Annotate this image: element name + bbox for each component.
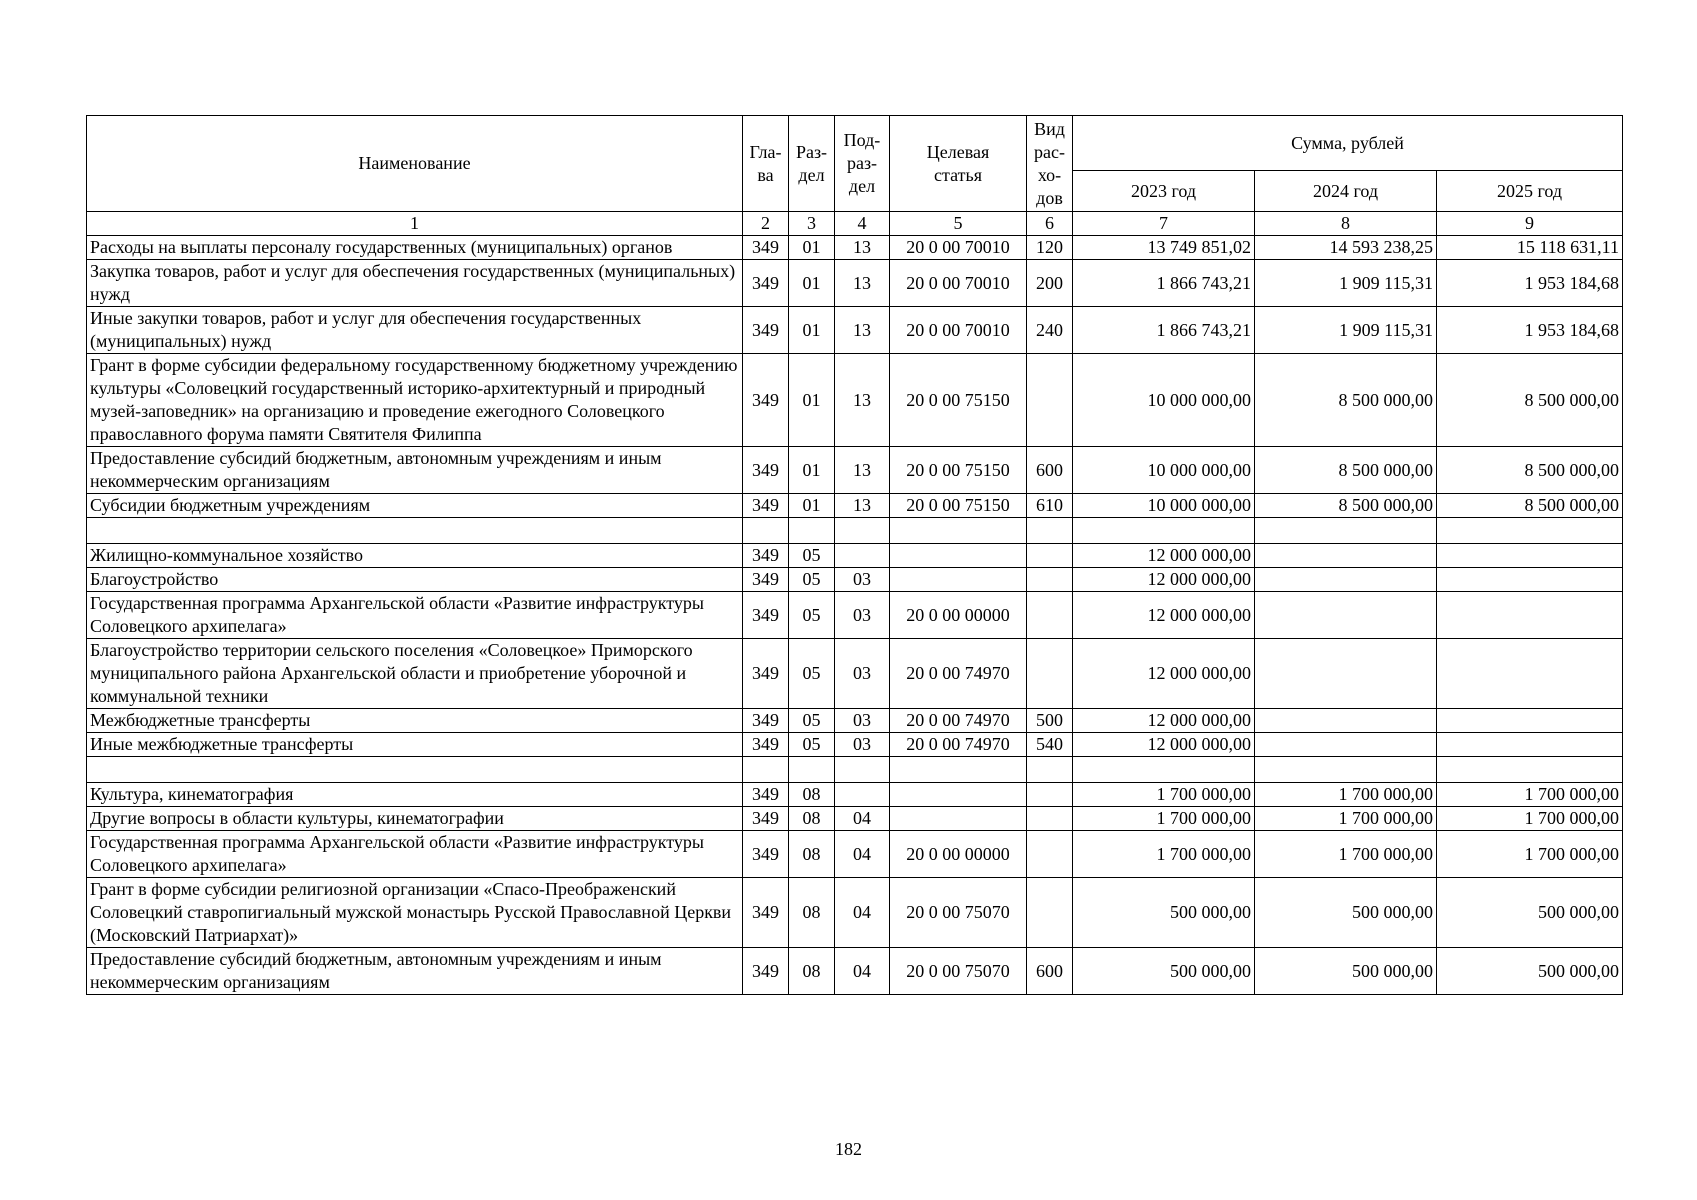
cell-razdel: 08	[789, 783, 835, 807]
cell-amount-2025: 500 000,00	[1437, 948, 1623, 995]
cell-razdel	[789, 518, 835, 544]
cell-amount-2023	[1073, 757, 1255, 783]
cell-razdel: 01	[789, 494, 835, 518]
cell-amount-2023: 10 000 000,00	[1073, 447, 1255, 494]
cell-vid	[1027, 568, 1073, 592]
header-celevaya: Целевая статья	[890, 116, 1027, 212]
column-index: 7	[1073, 212, 1255, 236]
cell-podrazdel: 13	[835, 307, 890, 354]
cell-amount-2024	[1255, 544, 1437, 568]
cell-amount-2025	[1437, 544, 1623, 568]
cell-amount-2023: 12 000 000,00	[1073, 568, 1255, 592]
cell-razdel: 08	[789, 878, 835, 948]
cell-amount-2025: 1 953 184,68	[1437, 260, 1623, 307]
table-body	[87, 236, 1623, 995]
cell-name	[87, 757, 743, 783]
cell-amount-2025: 8 500 000,00	[1437, 494, 1623, 518]
table-row	[87, 592, 1623, 639]
cell-amount-2023: 500 000,00	[1073, 948, 1255, 995]
cell-razdel: 05	[789, 639, 835, 709]
column-index: 1	[87, 212, 743, 236]
cell-amount-2025: 15 118 631,11	[1437, 236, 1623, 260]
cell-glava: 349	[743, 948, 789, 995]
cell-razdel: 01	[789, 307, 835, 354]
cell-name: Субсидии бюджетным учреждениям	[87, 494, 743, 518]
cell-glava: 349	[743, 709, 789, 733]
budget-table	[86, 115, 1623, 995]
cell-celevaya	[890, 783, 1027, 807]
cell-podrazdel	[835, 757, 890, 783]
cell-vid	[1027, 639, 1073, 709]
cell-amount-2025	[1437, 757, 1623, 783]
cell-amount-2023: 10 000 000,00	[1073, 494, 1255, 518]
cell-vid	[1027, 592, 1073, 639]
cell-vid	[1027, 518, 1073, 544]
cell-amount-2025	[1437, 733, 1623, 757]
table-row	[87, 518, 1623, 544]
cell-amount-2023: 500 000,00	[1073, 878, 1255, 948]
table-row	[87, 733, 1623, 757]
cell-razdel: 01	[789, 447, 835, 494]
cell-name: Государственная программа Архангельской области «Развитие инфраструктуры Соловецкого архипелага»	[87, 831, 743, 878]
cell-podrazdel	[835, 544, 890, 568]
column-index: 3	[789, 212, 835, 236]
cell-celevaya: 20 0 00 70010	[890, 236, 1027, 260]
cell-celevaya: 20 0 00 00000	[890, 592, 1027, 639]
cell-amount-2024: 8 500 000,00	[1255, 354, 1437, 447]
cell-podrazdel: 04	[835, 948, 890, 995]
cell-amount-2024	[1255, 757, 1437, 783]
cell-glava	[743, 757, 789, 783]
cell-vid	[1027, 544, 1073, 568]
cell-celevaya: 20 0 00 74970	[890, 709, 1027, 733]
cell-glava: 349	[743, 592, 789, 639]
cell-glava: 349	[743, 568, 789, 592]
cell-razdel: 01	[789, 260, 835, 307]
cell-amount-2023: 10 000 000,00	[1073, 354, 1255, 447]
cell-amount-2024: 1 909 115,31	[1255, 260, 1437, 307]
cell-amount-2024: 14 593 238,25	[1255, 236, 1437, 260]
table-row	[87, 236, 1623, 260]
cell-amount-2024	[1255, 709, 1437, 733]
cell-amount-2024: 8 500 000,00	[1255, 494, 1437, 518]
header-row-top	[87, 116, 1623, 171]
cell-podrazdel: 03	[835, 639, 890, 709]
page-number: 182	[835, 1139, 862, 1159]
header-year-2024: 2024 год	[1255, 171, 1437, 212]
cell-vid: 600	[1027, 447, 1073, 494]
cell-vid	[1027, 807, 1073, 831]
cell-razdel: 08	[789, 831, 835, 878]
cell-podrazdel: 04	[835, 831, 890, 878]
cell-podrazdel: 04	[835, 878, 890, 948]
cell-amount-2023	[1073, 518, 1255, 544]
cell-glava: 349	[743, 236, 789, 260]
cell-glava: 349	[743, 307, 789, 354]
cell-amount-2024	[1255, 592, 1437, 639]
cell-podrazdel: 13	[835, 260, 890, 307]
cell-amount-2025	[1437, 518, 1623, 544]
cell-razdel: 05	[789, 592, 835, 639]
table-row	[87, 494, 1623, 518]
table-row	[87, 948, 1623, 995]
table-row	[87, 354, 1623, 447]
cell-vid: 540	[1027, 733, 1073, 757]
cell-amount-2025	[1437, 639, 1623, 709]
cell-podrazdel	[835, 783, 890, 807]
column-index-row	[87, 212, 1623, 236]
cell-vid: 240	[1027, 307, 1073, 354]
cell-razdel: 05	[789, 733, 835, 757]
header-name: Наименование	[87, 116, 743, 212]
cell-name: Грант в форме субсидии федеральному государственному бюджетному учреждению культуры «Соловецкий государственный историко-архитектурный и природный музей-заповедник» на организацию и проведение ежегодного Соловецкого православного форума памяти Святителя Филиппа	[87, 354, 743, 447]
cell-amount-2025	[1437, 568, 1623, 592]
header-podrazdel: Под- раз- дел	[835, 116, 890, 212]
cell-amount-2024: 8 500 000,00	[1255, 447, 1437, 494]
cell-amount-2024	[1255, 733, 1437, 757]
column-index: 8	[1255, 212, 1437, 236]
cell-amount-2023: 12 000 000,00	[1073, 544, 1255, 568]
cell-amount-2025: 8 500 000,00	[1437, 354, 1623, 447]
cell-celevaya: 20 0 00 75150	[890, 354, 1027, 447]
cell-celevaya: 20 0 00 75070	[890, 948, 1027, 995]
cell-name: Иные межбюджетные трансферты	[87, 733, 743, 757]
cell-podrazdel: 03	[835, 709, 890, 733]
cell-amount-2024: 1 909 115,31	[1255, 307, 1437, 354]
cell-name: Предоставление субсидий бюджетным, автономным учреждениям и иным некоммерческим организациям	[87, 948, 743, 995]
cell-amount-2023: 1 866 743,21	[1073, 260, 1255, 307]
cell-celevaya	[890, 544, 1027, 568]
table-row	[87, 831, 1623, 878]
cell-name: Благоустройство	[87, 568, 743, 592]
cell-name: Жилищно-коммунальное хозяйство	[87, 544, 743, 568]
cell-amount-2025: 500 000,00	[1437, 878, 1623, 948]
cell-name: Государственная программа Архангельской области «Развитие инфраструктуры Соловецкого архипелага»	[87, 592, 743, 639]
cell-celevaya	[890, 757, 1027, 783]
cell-amount-2023: 12 000 000,00	[1073, 709, 1255, 733]
cell-amount-2025: 1 700 000,00	[1437, 831, 1623, 878]
cell-glava: 349	[743, 733, 789, 757]
table-row	[87, 709, 1623, 733]
table-row	[87, 544, 1623, 568]
cell-razdel: 01	[789, 354, 835, 447]
cell-celevaya: 20 0 00 70010	[890, 260, 1027, 307]
header-glava: Гла- ва	[743, 116, 789, 212]
cell-vid: 610	[1027, 494, 1073, 518]
cell-name: Иные закупки товаров, работ и услуг для обеспечения государственных (муниципальных) нужд	[87, 307, 743, 354]
cell-amount-2025: 1 700 000,00	[1437, 783, 1623, 807]
header-year-2023: 2023 год	[1073, 171, 1255, 212]
cell-podrazdel: 13	[835, 354, 890, 447]
table-row	[87, 447, 1623, 494]
cell-glava: 349	[743, 260, 789, 307]
cell-celevaya: 20 0 00 75150	[890, 494, 1027, 518]
cell-razdel	[789, 757, 835, 783]
cell-amount-2024: 500 000,00	[1255, 878, 1437, 948]
cell-razdel: 05	[789, 709, 835, 733]
cell-razdel: 05	[789, 544, 835, 568]
cell-vid	[1027, 354, 1073, 447]
cell-vid: 120	[1027, 236, 1073, 260]
cell-name: Благоустройство территории сельского поселения «Соловецкое» Приморского муниципального района Архангельской области и приобретение уборочной и коммунальной техники	[87, 639, 743, 709]
cell-amount-2023: 12 000 000,00	[1073, 592, 1255, 639]
cell-amount-2024: 1 700 000,00	[1255, 783, 1437, 807]
cell-razdel: 08	[789, 948, 835, 995]
cell-celevaya: 20 0 00 00000	[890, 831, 1027, 878]
cell-glava: 349	[743, 639, 789, 709]
column-index: 4	[835, 212, 890, 236]
cell-razdel: 08	[789, 807, 835, 831]
column-index: 2	[743, 212, 789, 236]
cell-glava: 349	[743, 447, 789, 494]
table-row	[87, 757, 1623, 783]
cell-name: Расходы на выплаты персоналу государственных (муниципальных) органов	[87, 236, 743, 260]
cell-name: Другие вопросы в области культуры, кинематографии	[87, 807, 743, 831]
cell-celevaya	[890, 518, 1027, 544]
cell-vid	[1027, 757, 1073, 783]
cell-name: Культура, кинематография	[87, 783, 743, 807]
header-vid: Вид рас- хо- дов	[1027, 116, 1073, 212]
cell-glava: 349	[743, 831, 789, 878]
table-row	[87, 807, 1623, 831]
header-summa: Сумма, рублей	[1073, 116, 1623, 171]
cell-podrazdel	[835, 518, 890, 544]
cell-amount-2023: 1 700 000,00	[1073, 807, 1255, 831]
cell-glava	[743, 518, 789, 544]
cell-amount-2025: 8 500 000,00	[1437, 447, 1623, 494]
cell-podrazdel: 13	[835, 494, 890, 518]
cell-razdel: 01	[789, 236, 835, 260]
cell-name: Предоставление субсидий бюджетным, автономным учреждениям и иным некоммерческим организациям	[87, 447, 743, 494]
cell-vid	[1027, 831, 1073, 878]
cell-vid: 200	[1027, 260, 1073, 307]
cell-celevaya	[890, 568, 1027, 592]
table-row	[87, 878, 1623, 948]
cell-amount-2023: 1 866 743,21	[1073, 307, 1255, 354]
cell-amount-2024	[1255, 639, 1437, 709]
cell-podrazdel: 13	[835, 236, 890, 260]
cell-amount-2024: 1 700 000,00	[1255, 807, 1437, 831]
table-row	[87, 783, 1623, 807]
cell-celevaya: 20 0 00 74970	[890, 733, 1027, 757]
cell-vid: 600	[1027, 948, 1073, 995]
cell-podrazdel: 03	[835, 733, 890, 757]
cell-glava: 349	[743, 354, 789, 447]
cell-name	[87, 518, 743, 544]
cell-podrazdel: 03	[835, 592, 890, 639]
cell-amount-2025: 1 700 000,00	[1437, 807, 1623, 831]
cell-podrazdel: 13	[835, 447, 890, 494]
cell-amount-2023: 12 000 000,00	[1073, 733, 1255, 757]
cell-glava: 349	[743, 783, 789, 807]
cell-amount-2024	[1255, 518, 1437, 544]
cell-glava: 349	[743, 878, 789, 948]
column-index: 6	[1027, 212, 1073, 236]
table-row	[87, 568, 1623, 592]
cell-name: Грант в форме субсидии религиозной организации «Спасо-Преображенский Соловецкий ставропигиальный мужской монастырь Русской Православной Церкви (Московский Патриархат)»	[87, 878, 743, 948]
table-row	[87, 307, 1623, 354]
cell-celevaya: 20 0 00 70010	[890, 307, 1027, 354]
cell-amount-2023: 12 000 000,00	[1073, 639, 1255, 709]
cell-amount-2025: 1 953 184,68	[1437, 307, 1623, 354]
cell-amount-2024	[1255, 568, 1437, 592]
table-row	[87, 639, 1623, 709]
cell-amount-2024: 1 700 000,00	[1255, 831, 1437, 878]
cell-podrazdel: 03	[835, 568, 890, 592]
cell-celevaya: 20 0 00 74970	[890, 639, 1027, 709]
cell-amount-2023: 1 700 000,00	[1073, 783, 1255, 807]
cell-name: Межбюджетные трансферты	[87, 709, 743, 733]
cell-vid: 500	[1027, 709, 1073, 733]
cell-celevaya	[890, 807, 1027, 831]
cell-razdel: 05	[789, 568, 835, 592]
cell-glava: 349	[743, 494, 789, 518]
header-year-2025: 2025 год	[1437, 171, 1623, 212]
cell-amount-2023: 13 749 851,02	[1073, 236, 1255, 260]
column-index: 9	[1437, 212, 1623, 236]
cell-podrazdel: 04	[835, 807, 890, 831]
cell-amount-2025	[1437, 592, 1623, 639]
cell-glava: 349	[743, 807, 789, 831]
column-index: 5	[890, 212, 1027, 236]
cell-amount-2023: 1 700 000,00	[1073, 831, 1255, 878]
table-row	[87, 260, 1623, 307]
cell-vid	[1027, 783, 1073, 807]
cell-amount-2024: 500 000,00	[1255, 948, 1437, 995]
cell-celevaya: 20 0 00 75150	[890, 447, 1027, 494]
cell-vid	[1027, 878, 1073, 948]
cell-name: Закупка товаров, работ и услуг для обеспечения государственных (муниципальных) нужд	[87, 260, 743, 307]
header-razdel: Раз- дел	[789, 116, 835, 212]
cell-amount-2025	[1437, 709, 1623, 733]
cell-glava: 349	[743, 544, 789, 568]
cell-celevaya: 20 0 00 75070	[890, 878, 1027, 948]
